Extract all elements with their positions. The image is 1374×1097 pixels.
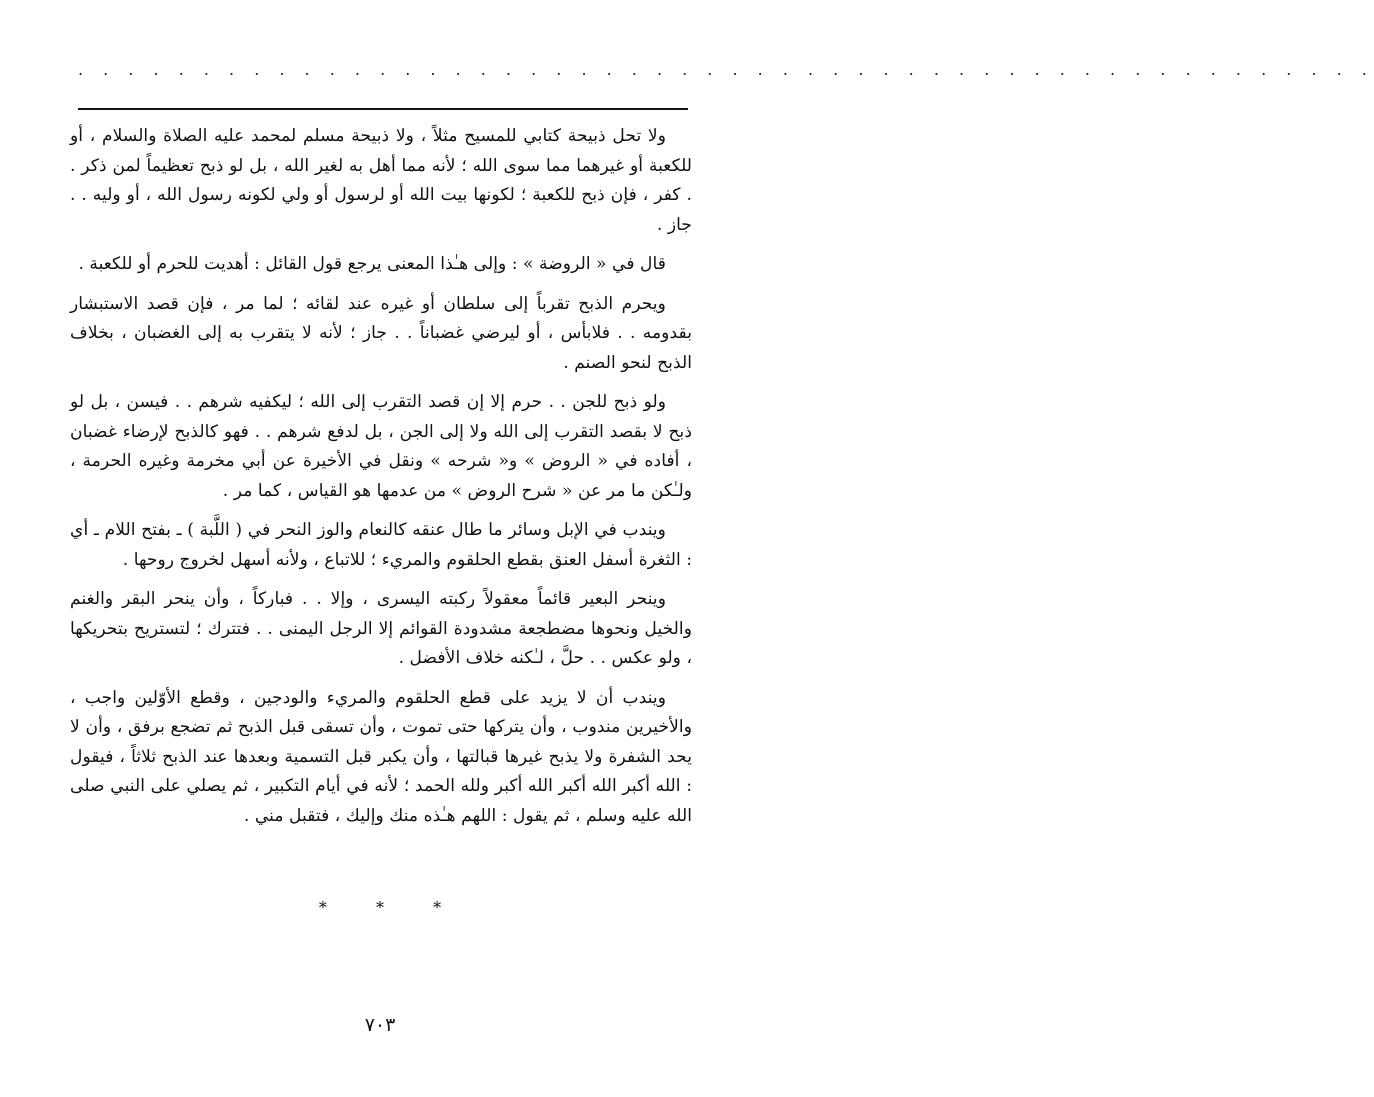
paragraph-6: وينحر البعير قائماً معقولاً ركبته اليسرى ، وإلا . . فباركاً ، وأن ينحر البقر والغنم والخيل ونحوها مضطجعة مشدودة القوائم إلا الرجل اليمنى . . فتترك ؛ لتستريح بتحريكها ، ولو عكس . . حلَّ ، لـٰكنه خلاف الأفضل . <box>70 589 692 668</box>
paragraph-5: ويندب في الإبل وسائر ما طال عنقه كالنعام والوز النحر في ( اللَّبة ) ـ بفتح اللام ـ أي : الثغرة أسفل العنق بقطع الحلقوم والمريء ؛ للاتباع ، ولأنه أسهل لخروج روحها . <box>70 520 692 570</box>
paragraph-2: قال في « الروضة » : وإلى هـٰذا المعنى يرجع قول القائل : أهديت للحرم أو للكعبة . <box>78 254 666 274</box>
paragraph-1: ولا تحل ذبيحة كتابي للمسيح مثلاً ، ولا ذبيحة مسلم لمحمد عليه الصلاة والسلام ، أو للكعبة أو غيرهما مما سوى الله ؛ لأنه مما أهل به لغير الله ، بل لو ذبح تعظيماً لمن ذكر . . كفر ، فإن ذبح للكعبة ؛ لكونها بيت الله أو لرسول أو ولي لكونه رسول الله ، أو وليه . . جاز . <box>70 126 692 235</box>
page-body <box>70 122 692 841</box>
paragraph-7: ويندب أن لا يزيد على قطع الحلقوم والمريء والودجين ، وقطع الأوّلين واجب ، والأخيرين مندوب ، وأن يتركها حتى تموت ، وأن تسقى قبل الذبح ثم تضجع برفق ، وأن لا يحد الشفرة ولا يذبح غيرها قبالتها ، وأن يكبر قبل التسمية وبعدها عند الذبح ثلاثاً ، فيقول : الله أكبر الله أكبر الله أكبر ولله الحمد ؛ لأنه في أيام التكبير ، ثم يصلي على النبي صلى الله عليه وسلم ، ثم يقول : اللهم هـٰذه منك وإليك ، فتقبل مني . <box>70 687 692 826</box>
paragraph-3: ويحرم الذبح تقرباً إلى سلطان أو غيره عند لقائه ؛ لما مر ، فإن قصد الاستبشار بقدومه . . فلابأس ، أو ليرضي غضباناً . . جاز ؛ لأنه لا يتقرب به إلى الغضبان ، بخلاف الذبح لنحو الصنم . <box>70 293 692 373</box>
paragraph-4: ولو ذبح للجن . . حرم إلا إن قصد التقرب إلى الله ؛ ليكفيه شرهم . . فيسن ، بل لو ذبح لا بقصد التقرب إلى الله ولا إلى الجن ، بل لدفع شرهم . . فهو كالذبح لإرضاء غضبان ، أفاده في « الروض » و« شرحه » ونقل في الأخيرة عن أبي مخرمة وغيره الحرمة ، ولـٰكن ما مر عن « شرح الروض » من عدمها هو القياس ، كما مر . <box>70 392 692 501</box>
header-rule <box>78 108 688 110</box>
header-dotted-line: . . . . . . . . . . . . . . . . . . . . . . . . . . . . . . . . . . . . . . . . . . . . . . . . . . . . <box>78 60 1374 79</box>
section-separator: * * * <box>318 898 464 917</box>
page-number: ٧٠٣ <box>364 1014 396 1036</box>
